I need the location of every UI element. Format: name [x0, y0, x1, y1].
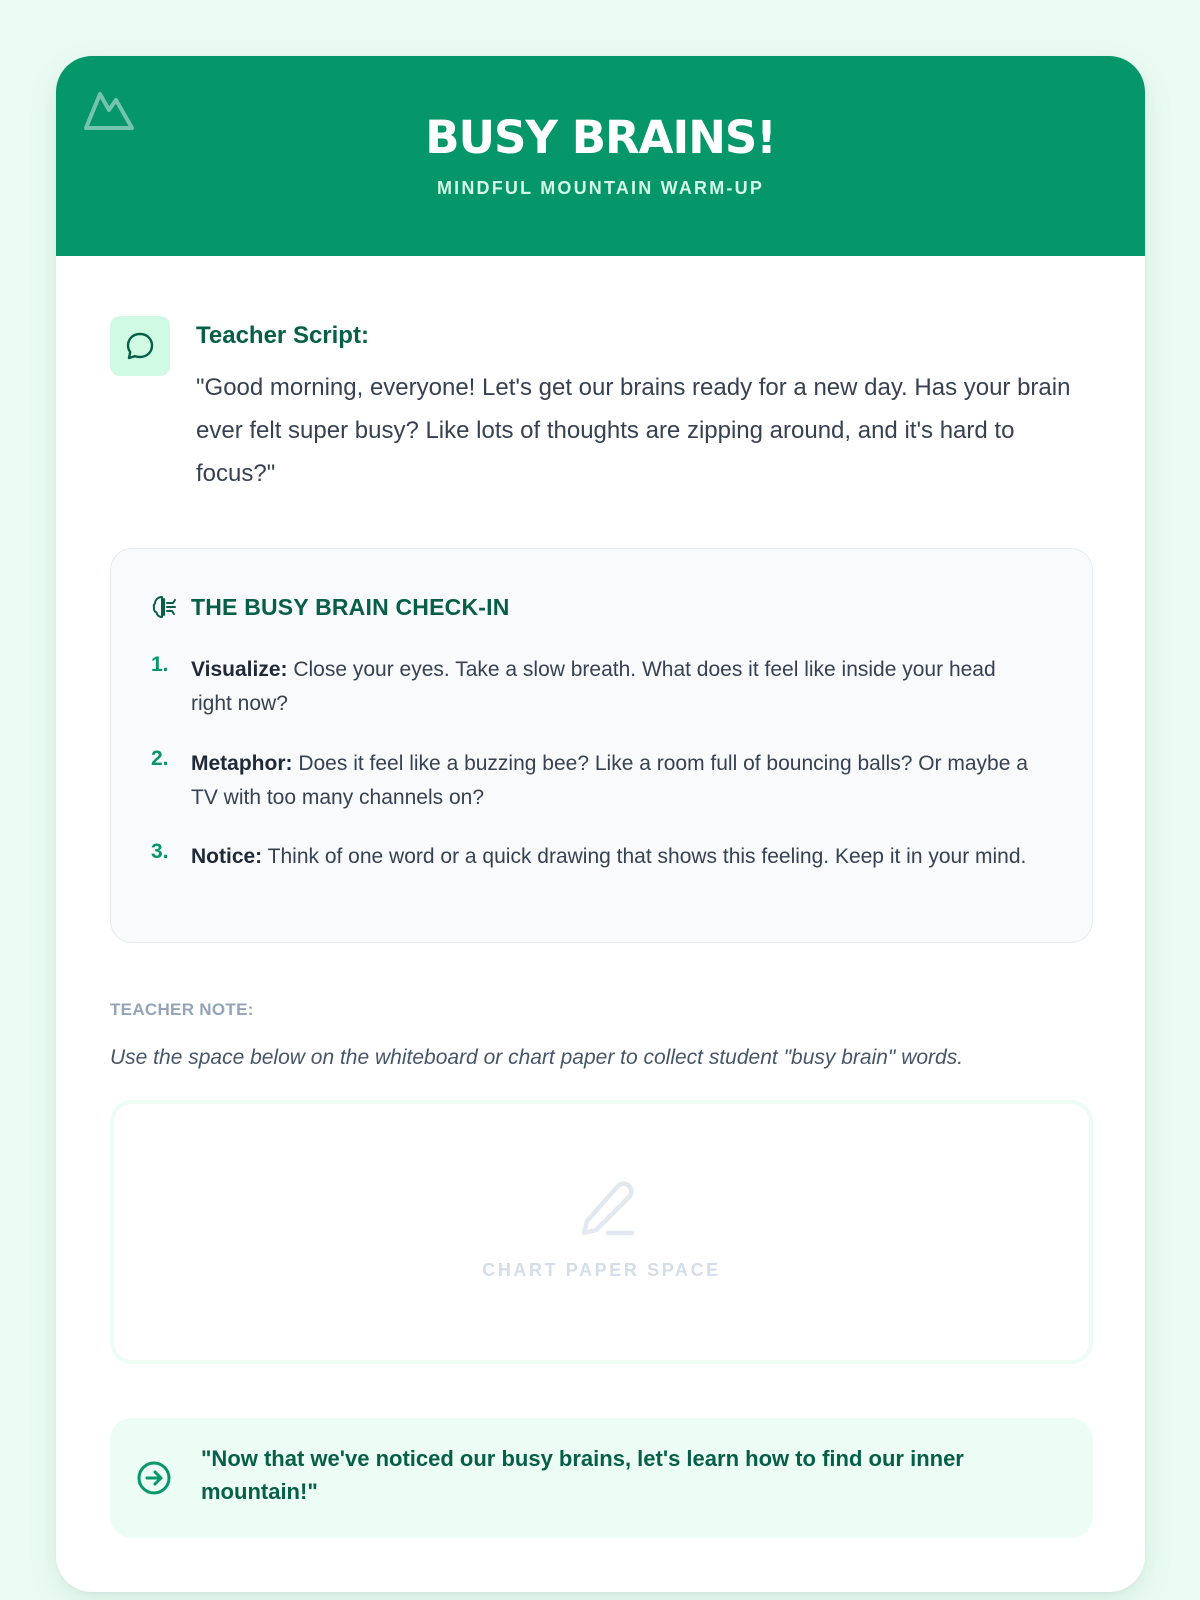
- page-title: BUSY BRAINS!: [425, 111, 776, 164]
- step-body: [191, 840, 1041, 874]
- step-text: Does it feel like a buzzing bee? Like a room full of bouncing balls? Or maybe a TV with too many channels on?: [191, 752, 1028, 809]
- step-body: [191, 653, 1041, 721]
- checkin-heading: [151, 593, 510, 621]
- teacher-note-label: TEACHER NOTE:: [110, 1000, 254, 1019]
- brain-icon: [151, 593, 179, 621]
- checkin-heading-text: THE BUSY BRAIN CHECK-IN: [191, 593, 510, 620]
- step-text: Think of one word or a quick drawing that shows this feeling. Keep it in your mind.: [262, 845, 1027, 868]
- step-label: Notice:: [191, 845, 263, 868]
- teacher-script-quote: "Good morning, everyone! Let's get our brains ready for a new day. Has your brain ever felt super busy? Like lots of thoughts are zipping around, and it's hard to focus?": [196, 374, 1071, 487]
- step-number: 2.: [151, 747, 169, 770]
- arrow-right-circle-icon: [136, 1460, 172, 1496]
- transition-callout: [110, 1418, 1093, 1538]
- chart-paper-label: CHART PAPER SPACE: [482, 1260, 721, 1280]
- step-label: Metaphor:: [191, 752, 293, 775]
- page-subtitle: MINDFUL MOUNTAIN WARM-UP: [436, 178, 765, 198]
- step-label: Visualize:: [191, 658, 288, 681]
- teacher-note-text: Use the space below on the whiteboard or chart paper to collect student "busy brain" words.: [110, 1046, 964, 1069]
- header-banner: [56, 56, 1145, 256]
- teacher-script-label: Teacher Script:: [196, 322, 369, 349]
- chat-bubble-icon: [124, 330, 156, 362]
- step-number: 3.: [151, 840, 169, 863]
- step-text: Close your eyes. Take a slow breath. What does it feel like inside your head right now?: [191, 658, 996, 715]
- transition-text: "Now that we've noticed our busy brains, let's learn how to find our inner mountain!": [201, 1446, 964, 1504]
- lesson-card: [56, 56, 1145, 1592]
- pencil-icon: [574, 1178, 638, 1242]
- step-body: [191, 747, 1041, 815]
- chat-icon-box: [110, 316, 170, 376]
- busy-brain-checkin: [110, 548, 1093, 943]
- step-number: 1.: [151, 653, 169, 676]
- chart-paper-space[interactable]: [110, 1100, 1093, 1364]
